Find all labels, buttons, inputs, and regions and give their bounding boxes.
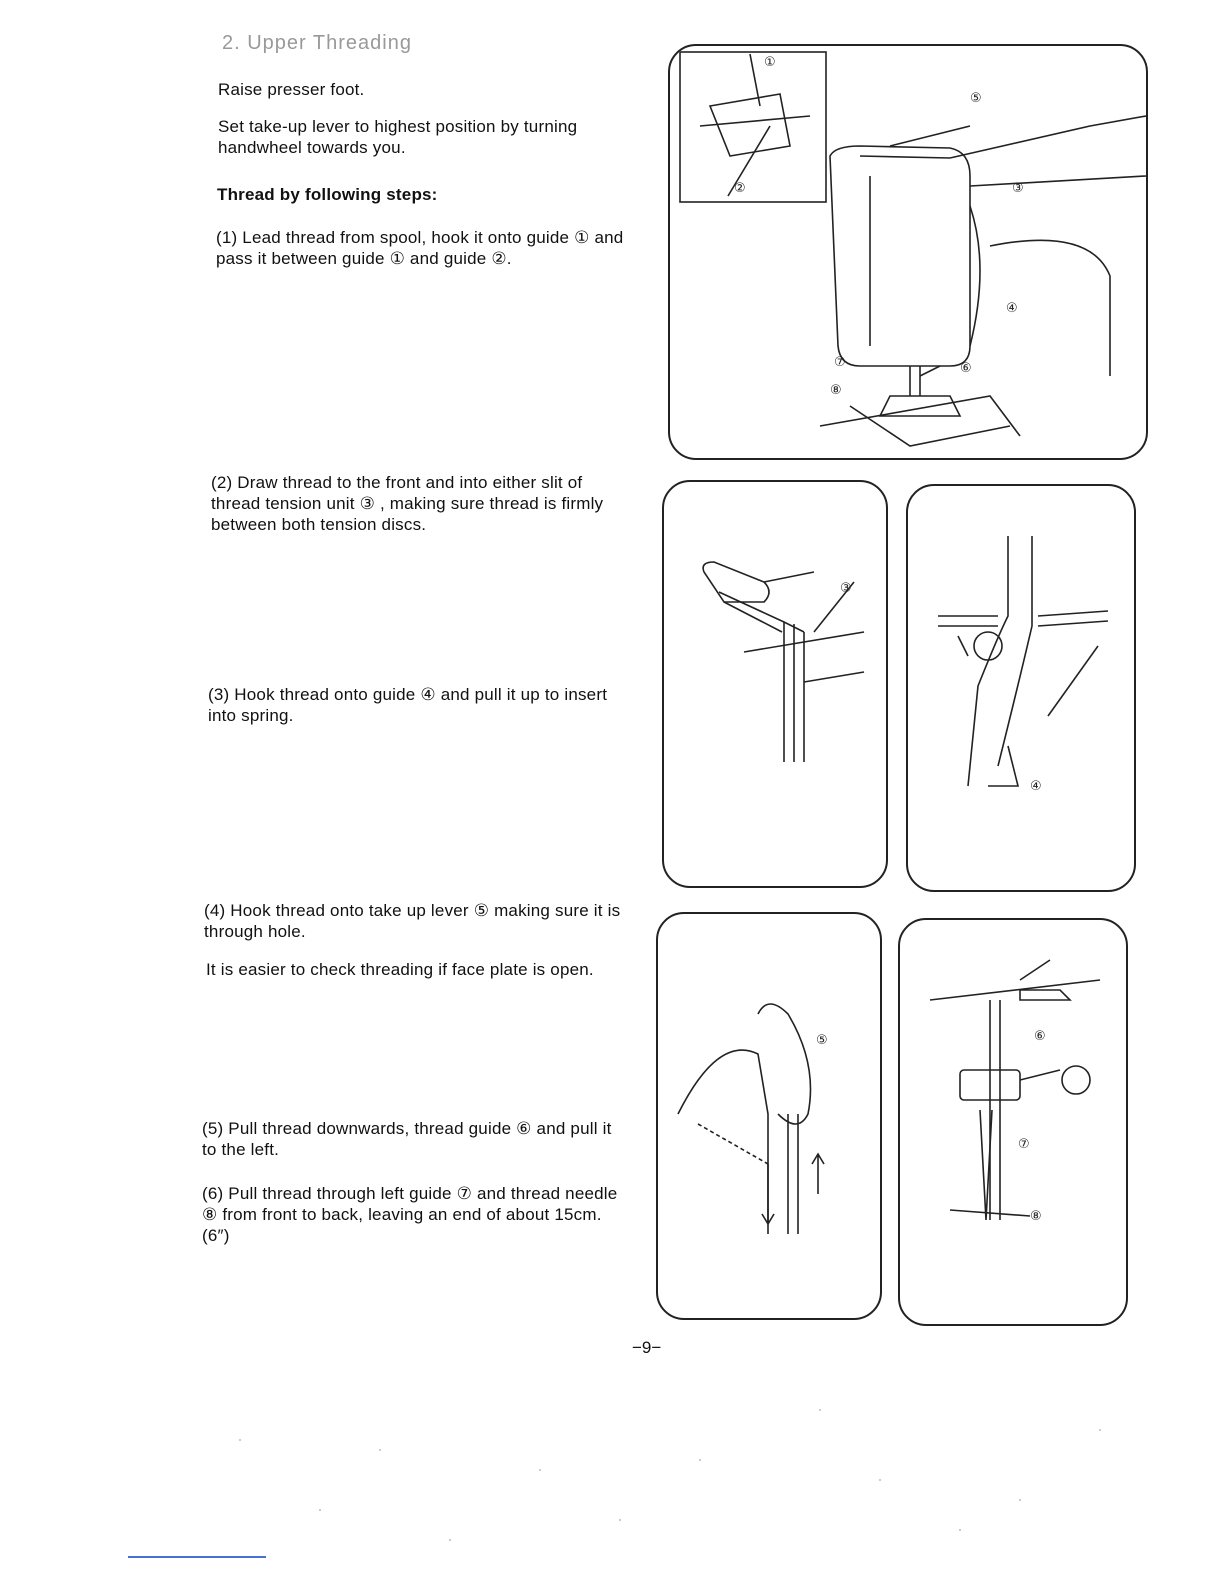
guide-4-illustration — [908, 486, 1134, 890]
label-guide-2: ② — [734, 181, 746, 196]
step-4-text: (4) Hook thread onto take up lever ⑤ making sure it is through hole. — [204, 901, 621, 941]
steps-heading: Thread by following steps: — [217, 185, 438, 204]
label-tension-3b: ③ — [840, 581, 852, 596]
machine-illustration — [670, 46, 1146, 458]
needle-threading-illustration — [900, 920, 1126, 1324]
label-guide-4b: ④ — [1030, 779, 1042, 794]
label-guide-7b: ⑦ — [1018, 1137, 1030, 1152]
figure-needle-threading — [898, 918, 1128, 1326]
figure-take-up-lever — [656, 912, 882, 1320]
label-guide-6b: ⑥ — [1034, 1029, 1046, 1044]
intro-raise-foot: Raise presser foot. — [218, 80, 365, 99]
label-tension-3: ③ — [1012, 181, 1024, 196]
label-guide-6: ⑥ — [960, 361, 972, 376]
step-1-text: (1) Lead thread from spool, hook it onto guide ① and pass it between guide ① and guide ②. — [216, 228, 624, 268]
step-4-note: It is easier to check threading if face plate is open. — [206, 960, 594, 979]
take-up-lever-illustration — [658, 914, 880, 1318]
page-number: −9− — [632, 1338, 662, 1357]
bottom-rule — [128, 1556, 266, 1558]
label-needle-8b: ⑧ — [1030, 1209, 1042, 1224]
step-5-text: (5) Pull thread downwards, thread guide ⑥ and pull it to the left. — [202, 1119, 612, 1159]
tension-unit-illustration — [664, 482, 886, 886]
label-lever-5b: ⑤ — [816, 1033, 828, 1048]
intro-take-up-lever: Set take-up lever to highest position by turning handwheel towards you. — [218, 117, 578, 157]
section-title: 2. Upper Threading — [222, 32, 412, 54]
figure-guide-4 — [906, 484, 1136, 892]
figure-machine-overview — [668, 44, 1148, 460]
label-lever-5: ⑤ — [970, 91, 982, 106]
label-needle-8: ⑧ — [830, 383, 842, 398]
step-3-text: (3) Hook thread onto guide ④ and pull it up to insert into spring. — [208, 685, 608, 725]
step-6-text: (6) Pull thread through left guide ⑦ and thread needle ⑧ from front to back, leaving an end of about 15cm. (6″) — [202, 1184, 618, 1245]
scan-noise — [0, 1370, 1224, 1570]
label-guide-4: ④ — [1006, 301, 1018, 316]
label-guide-1: ① — [764, 55, 776, 70]
figure-tension-unit — [662, 480, 888, 888]
label-guide-7: ⑦ — [834, 355, 846, 370]
step-2-text: (2) Draw thread to the front and into either slit of thread tension unit ③ , making sure thread is firmly between both tension discs. — [211, 473, 604, 534]
